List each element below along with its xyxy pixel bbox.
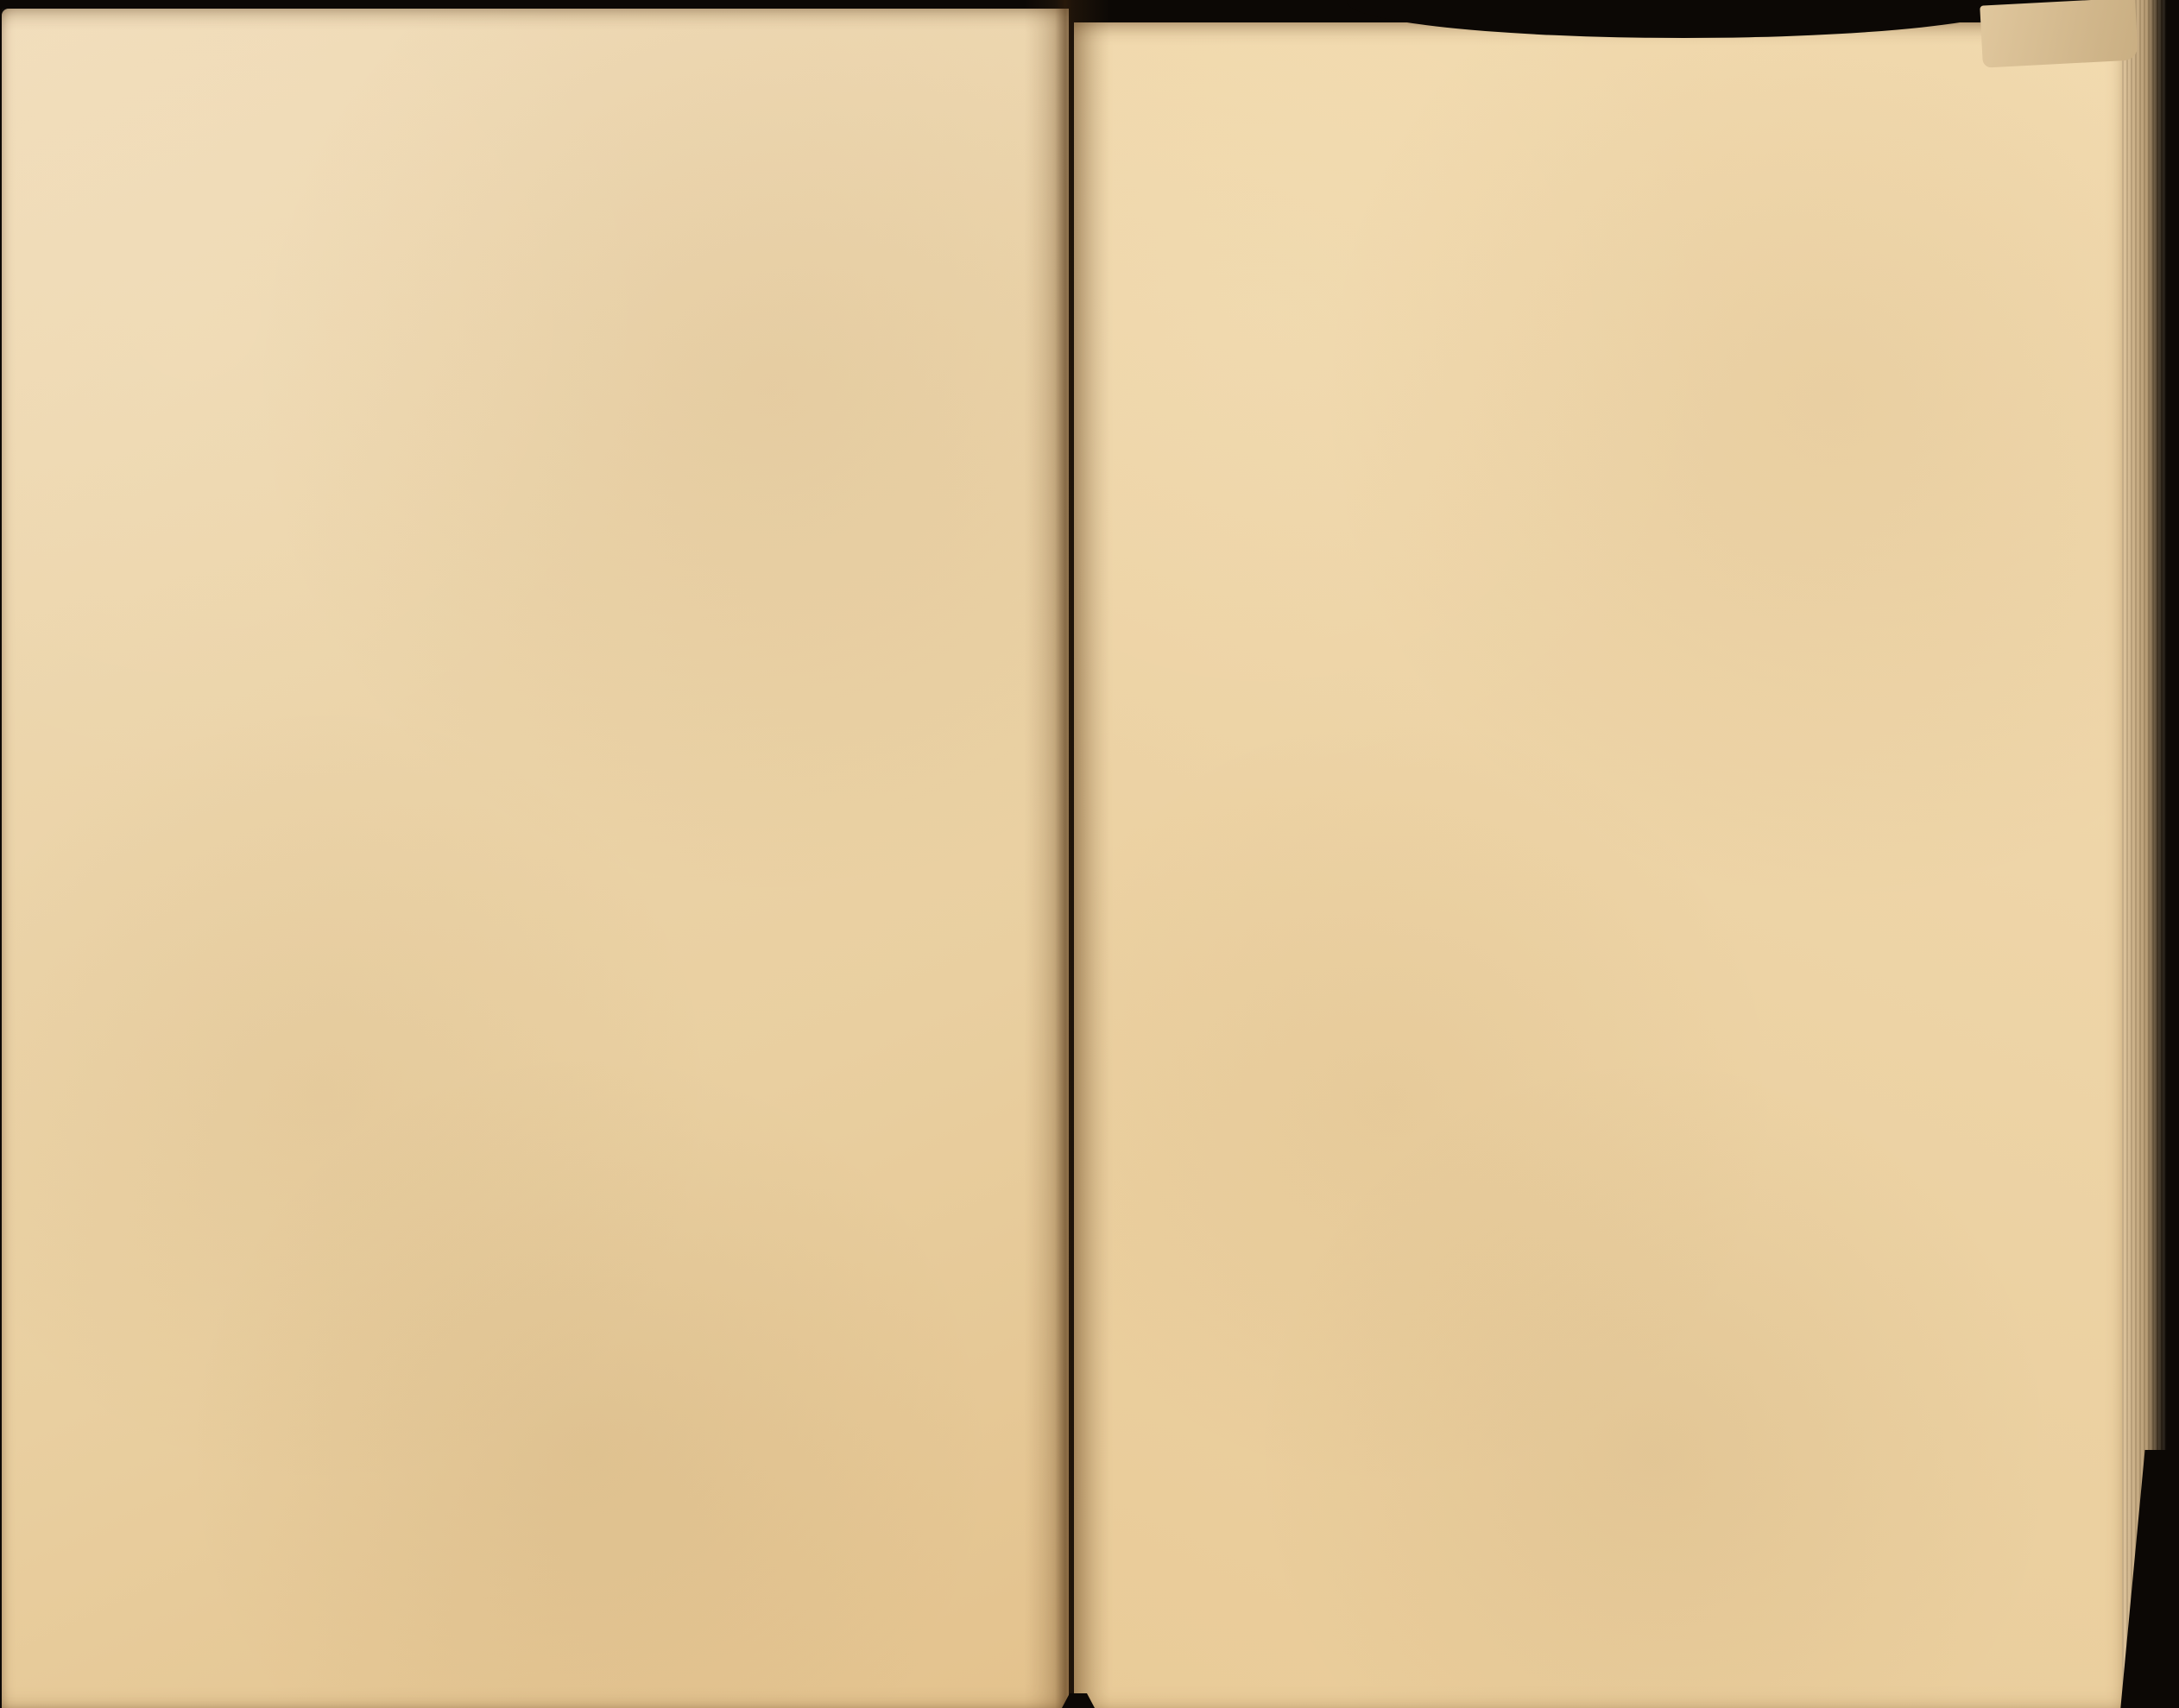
right-page	[1074, 22, 2128, 1708]
left-page	[2, 9, 1069, 1708]
page-corner-flap	[1980, 0, 2138, 68]
